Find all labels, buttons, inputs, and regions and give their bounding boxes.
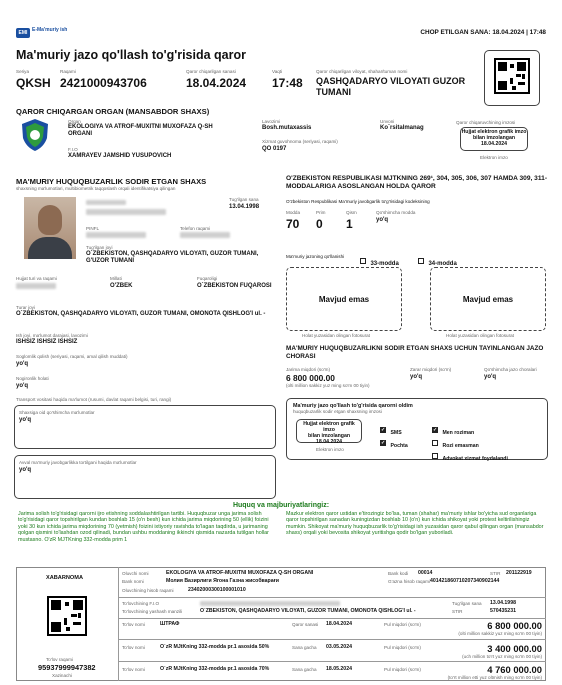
damage-value: yo'q [410,374,423,380]
rank-value: Ko`rsitalmanag [380,125,424,131]
agree-checkbox[interactable]: ✓ Men roziman [433,426,475,436]
citizen-value: O`ZBEKISTON FUQAROSI [197,283,272,289]
apply-label: Ma'muriy jazoning qo'llanishi [286,254,345,259]
pinfl-label: PINFL [86,226,100,231]
sum-words: (olti million sakkiz yuz ming so'm 00 tiyin) [458,631,542,636]
sum2-value: 3 400 000.00 [487,643,542,654]
invoice-value: 95937999947382 [38,663,96,672]
decision-date-label: Qaror sanasi [292,622,319,627]
passport-label: Hujjat turi va raqami [16,276,57,281]
sender-label: Oluvchi nomi [122,571,149,576]
account-label: Oluvchining hisob raqami [122,588,174,593]
fine-label: Jarima miqdori (so'm) [286,367,331,372]
brand-name: E-Ma'muriy ish [32,27,68,33]
work-value: ISHSIZ ISHSIZ ISHSIZ [16,339,78,345]
series-value: QKSH [16,76,51,90]
bplace-value: O`ZBEKISTON, QASHQADARYO VILOYATI, GUZOR TUMANI, G'UZOR TUMANI [86,251,259,264]
e-signature-stamp: Hujjat elektron grafik imzo bilan imzolangan 18.04.2024 [460,127,528,151]
cert-value: QO 0197 [262,146,287,152]
disagree-checkbox[interactable]: Rozi emasman [432,434,479,452]
receipt-title: XABARNOMA [46,575,83,581]
extra-info-box: Shaxsiga oid qo'shimcha ma'lumotlar yo'q [14,405,276,449]
extra-penalty-value: yo'q [484,374,497,380]
due2-value: 03.05.2024 [326,644,352,650]
time-label: Vaqti [272,69,283,74]
sum-label: Pul miqdori (so'm) [384,622,421,627]
payer-label: To'lovchining F.I.O [122,601,160,606]
sum2-words: (uch million to'rt yuz ming so'm 00 tiyin) [462,654,542,659]
phone-label: Telefon raqami [180,226,211,231]
organ-label: Organ [68,119,81,124]
transport-label: Transport vositasi haqida ma'lumot (rusumi, davlat raqami belgisi, turi, rangi) [16,397,172,402]
photo-caption-2: Holat yuzasidan olingan fotosurat [446,333,514,338]
damage-label: Zarar miqdori (so'm) [410,367,452,372]
payer-birth-value: 13.04.1998 [490,600,516,606]
disab-label: Nogironlik holati [16,376,49,381]
offender-photo [24,197,76,259]
stir-value: 201122919 [506,570,532,576]
pay3-label: To'lov nomi [122,667,145,672]
photo-box-2: Mavjud emas [430,267,546,331]
bank-code-label: Bank kodi [388,571,409,576]
bank-name-value: Молия Вазирлиги Ягона Газна жисобварағи [166,578,279,584]
date-label: Qaror chiqarilgan sanasi [186,69,236,74]
esign-label: Elektron imzo [480,155,508,160]
series-label: Seriya [16,69,30,74]
rank-label: Unvoni [380,119,395,124]
cert-label: Xizmat guvohnoma (seriyasi, raqami) [262,139,338,144]
birth-label: Tug'ilgan sana [229,197,259,202]
sign-label: Qaror chiqaruvchining imzosi [456,120,516,125]
law-heading: O'ZBEKISTON RESPUBLIKASI MJTKNING 269¹, 304, 305, 306, 307 HAMDA 309, 311-MODDALARIGA ASOSLANGAN HOLDA QAROR [286,175,548,190]
sum3-value: 4 760 000.00 [487,664,542,675]
part-label: Qism [346,210,357,215]
position-value: Bosh.mutaxassis [262,125,312,131]
article-label: Modda [286,210,301,215]
date-value: 18.04.2024 [186,76,247,90]
receipt-qr-icon [47,596,87,636]
pay2-value: O`zR MJtKning 332-modda pr.1 asosida 50% [160,644,270,650]
article-34-checkbox[interactable]: 34-modda [418,252,457,270]
fio-label: F.I.O [68,147,78,152]
sum3-words: (to'rt million etti yuz oltmish ming so'm 00 tiyin) [447,675,542,680]
pay3-value: O`zR MJtKning 332-modda pr.1 asosida 70% [160,666,270,672]
payer-stir-label: STIR [452,609,463,614]
birth-value: 13.04.1998 [229,204,260,210]
lawyer-checkbox[interactable]: Advokat xizmat foydalandi [432,447,508,465]
fine-words: (olti million sakkiz yuz ming so'm 00 tiyin) [286,383,370,388]
number-label: Raqami [60,69,76,74]
bplace-label: Tug'ilgan joyi [86,245,113,250]
citizen-label: Fuqaroligi [197,276,218,281]
sms-checkbox[interactable]: ✓ SMS [381,426,402,436]
nation-value: O'ZBEK [110,283,133,289]
xazina-label: Xazinachi [52,673,72,678]
article-value: 70 [286,217,300,231]
extra-article-value: yo'q [376,217,389,223]
bank-code-value: 00014 [418,570,433,576]
organ-heading: QAROR CHIQARGAN ORGAN (MANSABDOR SHAXS) [16,107,210,116]
rights-left-text: Jarima solish to'g'risidagi qarorni ijro etishning soddalashtirilgan tartibi. Huquqbuzar unga jarima solish to'g'risidagi qaror topshirilgan kundan boshlab 15 (o'n besh) kun ichida jarima miqdorining 50 (ellik) foizini yoki 30 kun ichida jarima miqdorining 70 (yetmish) foizini ixtiyoriy ravishda to'lagan taqdirda, u jarimaning qolgan qismini to'lashdan ozod qilinadi, bundan ushbu moddaning ikkinchi qismida nazarda tutilgan hollar mustasno. O'zR MJTKning 332-modda prim 1 [18,511,269,543]
account-value: 23402000300100001010 [188,587,246,593]
organ-value: EKOLOGIYA VA ATROF-MUXITNI MUXOFAZA Q-SH ORGANI [68,124,213,137]
photo-caption-1: Holat yuzasidan olingan fotosurat [302,333,370,338]
addr-value: O`ZBEKISTON, QASHQADARYO VILOYATI, GUZOR TUMANI, OMONOTA QISHLOG'I ul. - [16,311,266,317]
work-label: Ish joyi, ma'lumot darajasi, lavozimi [16,333,88,338]
sender-value: EKOLOGIYA VA ATROF-MUXITNI MUXOFAZA Q-SH ORGANI [166,570,314,576]
dependents-value: yo'q [16,361,29,367]
dependents-label: Soglomlik qolish (seriyasi, raqami, amal qilish muddati) [16,354,128,359]
offender-sub: shaxsning ma'lumotlari, multibiometrik taqqoslash orqali identifikatsiya qilingan [16,186,176,191]
law-sub: O'zbekiston Respublikasi Ma'muriy javobgarlik to'g'risidagi kodeksining [286,199,430,204]
decision-date-value: 18.04.2024 [326,621,352,627]
sum3-label: Pul miqdori (so'm) [384,667,421,672]
payer-stir-value: 570435231 [490,608,516,614]
place-label: Qaror chiqarilgan viloyat, shahar/tuman nomi [316,69,408,74]
fio-value: XAMRAYEV JAMSHID YUSUPOVICH [68,153,172,159]
treasury-value: 401421860710207340902144 [430,578,500,584]
pay2-label: To'lov nomi [122,645,145,650]
offender-heading: MA'MURIY HUQUQBUZARLIK SODIR ETGAN SHAXS [16,177,207,186]
pay-name-value: ШТРАФ [160,621,180,627]
photo-box-1: Mavjud emas [286,267,402,331]
number-value: 2421000943706 [60,76,147,90]
shield-emblem-icon [20,118,50,152]
invoice-label: To'lov raqami [46,657,73,662]
due3-value: 18.05.2024 [326,666,352,672]
emi-logo: EMI [16,28,30,38]
article-33-checkbox[interactable]: 33-modda [360,252,399,270]
payer-addr-label: To'lovchining yashash manzili [122,609,183,614]
ack-esign-label: Elektron imzo [316,447,344,452]
treasury-label: G'azna hisob raqami [388,579,430,584]
stir-label: STIR [490,571,501,576]
extra-article-label: Qo'shimcha modda [376,210,416,215]
payer-birth-label: Tug'ilgan sana [452,601,482,606]
sum-value: 6 800 000.00 [487,620,542,631]
extra-penalty-label: Qo'shimcha jazo choralari [484,367,537,372]
prim-value: 0 [316,217,323,231]
part-value: 1 [346,217,353,231]
bank-name-label: Bank nomi [122,579,144,584]
disab-value: yo'q [16,383,29,389]
rights-heading: Huquq va majburiyatlaringiz: [232,502,330,509]
penalty-heading: MA'MURIY HUQUQBUZARLIKNI SODIR ETGAN SHAXS UCHUN TAYINLANGAN JAZO CHORASI [286,345,544,360]
pay-name-label: To'lov nomi [122,622,145,627]
print-date: CHOP ETILGAN SANA: 18.04.2024 | 17:48 [420,29,546,36]
notice-box: Ma'muriy jazo qo'llash to'g'risida qarorni oldim huquqbuzarlik sodir etgan shaxsning imzosi [286,398,548,460]
prev-record-box: Avval ma'muriy javobgarlikka tortilgani haqida ma'lumotlar yo'q [14,455,276,499]
ack-signature-stamp: Hujjat elektron grafik imzo bilan imzolangan 18.04.2024 [296,419,362,443]
position-label: Lavozimi [262,119,281,124]
nation-label: Millati [110,276,122,281]
page-title: Ma'muriy jazo qo'llash to'g'risida qaror [16,48,246,62]
addr-label: Turar joyi [16,305,35,310]
payer-addr-value: O`ZBEKISTON, QASHQADARYO VILOYATI, GUZOR TUMANI, OMONOTA QISHLOG'I ul. - [200,608,416,614]
time-value: 17:48 [272,76,303,90]
fine-value: 6 800 000.00 [286,373,335,383]
rights-right-text: Mazkur elektron qaror ustidan e'tirozingiz bo'lsa, tuman (shahar) ma'muriy ishlar bo'yicha sud organlariga qaror topshirilgan sanadan kuningizdan boshlab 10 (o'n) kun ichida shikoyat yoki protest keltirilishingiz mumkin. Shikoyat ma'muriy huquqbuzarlik to'g'risidagi ish yuzasidan qaror qabul qilingan organ (mansabdor shaxs) orqali yoki bevosita shikoyat yuritishga qodir bo'lgan yuboriladi. [286,511,544,537]
pochta-checkbox[interactable]: ✓ Pochta [381,439,408,449]
prim-label: Prim [316,210,326,215]
due3-label: Sana gacha [292,667,317,672]
due2-label: Sana gacha [292,645,317,650]
place-value: QASHQADARYO VILOYATI GUZOR TUMANI [316,76,466,97]
sum2-label: Pul miqdori (so'm) [384,645,421,650]
